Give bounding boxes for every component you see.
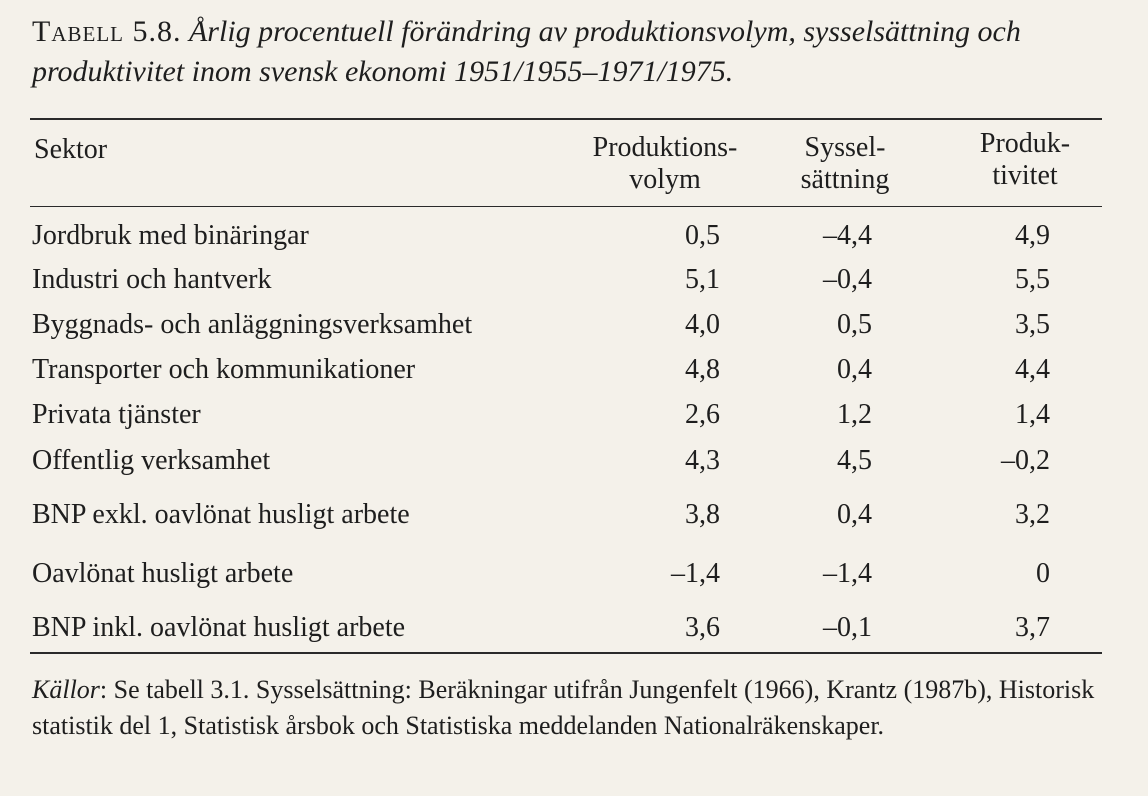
header-sysselsattning-line2: sättning — [800, 164, 890, 195]
table-row — [0, 443, 1148, 479]
row-produktivitet: 3,5 — [1015, 309, 1050, 340]
row-produktionsvolym: –1,4 — [671, 558, 720, 589]
row-produktivitet: 4,4 — [1015, 354, 1050, 385]
row-sysselsattning: 0,5 — [837, 309, 872, 340]
header-produktivitet — [950, 128, 1100, 192]
row-produktivitet: 5,5 — [1015, 264, 1050, 295]
header-produktionsvolym-line1: Produktions- — [592, 132, 738, 163]
header-produktionsvolym — [565, 132, 765, 196]
row-produktionsvolym: 0,5 — [685, 220, 720, 251]
table-row — [0, 352, 1148, 388]
row-produktivitet: 3,7 — [1015, 612, 1050, 643]
header-sector: Sektor — [34, 134, 108, 165]
sources-lead: Källor — [32, 675, 100, 704]
table-title: Årlig procentuell förändring av produktionsvolym, sysselsättning och produktivitet inom svensk ekonomi 1951/1955–1971/1975. — [32, 15, 1021, 88]
table-row — [0, 610, 1148, 646]
row-sector: Transporter och kommunikationer — [32, 354, 416, 385]
row-sector: Byggnads- och anläggningsverksamhet — [32, 309, 473, 340]
header-produktivitet-line1: Produk- — [979, 128, 1071, 159]
row-sector: Jordbruk med binäringar — [32, 220, 309, 251]
header-rule — [30, 206, 1102, 207]
row-sysselsattning: 0,4 — [837, 499, 872, 530]
row-sysselsattning: –0,4 — [823, 264, 872, 295]
row-sysselsattning: –4,4 — [823, 220, 872, 251]
header-produktivitet-line2: tivitet — [992, 160, 1058, 191]
table-row — [0, 307, 1148, 343]
row-produktionsvolym: 4,3 — [685, 445, 720, 476]
row-produktivitet: 3,2 — [1015, 499, 1050, 530]
row-sector: BNP inkl. oavlönat husligt arbete — [32, 612, 406, 643]
top-rule — [30, 118, 1102, 120]
row-sysselsattning: 4,5 — [837, 445, 872, 476]
row-produktionsvolym: 4,0 — [685, 309, 720, 340]
row-sysselsattning: 0,4 — [837, 354, 872, 385]
row-produktionsvolym: 5,1 — [685, 264, 720, 295]
table-row — [0, 218, 1148, 254]
header-sysselsattning-line1: Syssel- — [804, 132, 886, 163]
row-sector: Privata tjänster — [32, 399, 201, 430]
table-row — [0, 556, 1148, 592]
table-caption — [32, 12, 1122, 92]
row-produktionsvolym: 3,6 — [685, 612, 720, 643]
row-produktivitet: 0 — [1036, 558, 1050, 589]
row-sector: Oavlönat husligt arbete — [32, 558, 294, 589]
row-produktionsvolym: 2,6 — [685, 399, 720, 430]
sources-text: : Se tabell 3.1. Sysselsättning: Beräkningar utifrån Jungenfelt (1966), Krantz (1987b), Historisk statistik del 1, Statistisk årsbok och Statistiska meddelanden Nationalräkenskaper. — [32, 675, 1095, 740]
header-produktionsvolym-line2: volym — [629, 164, 701, 195]
row-produktivitet: –0,2 — [1001, 445, 1050, 476]
row-produktionsvolym: 4,8 — [685, 354, 720, 385]
row-sysselsattning: –1,4 — [823, 558, 872, 589]
row-sector: Industri och hantverk — [32, 264, 272, 295]
row-sysselsattning: 1,2 — [837, 399, 872, 430]
table-row — [0, 397, 1148, 433]
table-row — [0, 262, 1148, 298]
row-produktionsvolym: 3,8 — [685, 499, 720, 530]
bottom-rule — [30, 652, 1102, 654]
header-sysselsattning — [776, 132, 914, 196]
table-number: Tabell 5.8. — [32, 15, 182, 48]
row-produktivitet: 4,9 — [1015, 220, 1050, 251]
row-sysselsattning: –0,1 — [823, 612, 872, 643]
row-produktivitet: 1,4 — [1015, 399, 1050, 430]
row-sector: BNP exkl. oavlönat husligt arbete — [32, 499, 410, 530]
table-row — [0, 497, 1148, 533]
sources-note — [32, 672, 1122, 744]
row-sector: Offentlig verksamhet — [32, 445, 271, 476]
